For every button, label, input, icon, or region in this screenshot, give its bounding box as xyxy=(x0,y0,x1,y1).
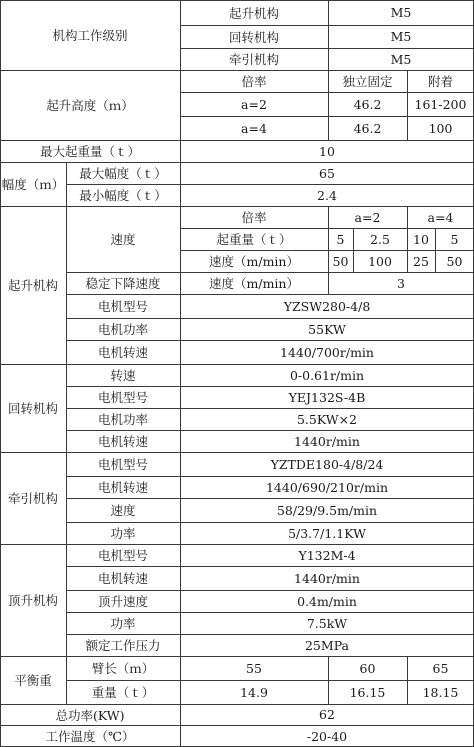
counterweight-weight-3: 18.15 xyxy=(422,684,459,700)
grid-hline xyxy=(66,272,474,273)
counterweight-weight-label: 重量（ｔ） xyxy=(91,685,155,700)
hoist-motor-speed-label: 电机转速 xyxy=(97,345,148,360)
total-power-value: 62 xyxy=(319,707,335,722)
grid-vline xyxy=(328,0,329,140)
climbing-row-5-name: 额定工作压力 xyxy=(85,638,161,653)
hoist-motor-power-label: 电机功率 xyxy=(97,322,148,337)
work-temp-value: -20-40 xyxy=(306,728,348,744)
hoist-speed-a4-2: 50 xyxy=(446,253,463,269)
trolley-row-3-value: 58/29/9.5m/min xyxy=(276,502,378,518)
hoist-motor-model-value: YZSW280-4/8 xyxy=(283,298,371,314)
counterweight-label: 平衡重 xyxy=(14,673,52,688)
hoist-load-a4-1: 10 xyxy=(413,231,429,247)
grid-vline xyxy=(0,0,1,747)
amplitude-label: 幅度（ｍ） xyxy=(1,177,65,192)
grid-hline xyxy=(66,340,474,341)
grid-hline xyxy=(0,656,474,657)
lift-height-header-attached: 附着 xyxy=(427,74,453,89)
grid-hline xyxy=(66,476,474,477)
grid-vline xyxy=(407,656,408,704)
amplitude-min-label: 最小幅度（ｔ） xyxy=(79,188,167,203)
grid-hline xyxy=(66,522,474,523)
hoist-load-a4-2: 5 xyxy=(450,231,459,247)
climbing-row-1-value: Y132M-4 xyxy=(298,547,356,563)
grid-vline xyxy=(180,0,181,747)
grid-hline xyxy=(180,92,474,93)
grid-hline xyxy=(66,680,474,681)
work-class-trolley-name: 牵引机构 xyxy=(228,52,279,67)
work-class-hoist-value: M5 xyxy=(390,5,412,20)
slewing-row-4-name: 电机转速 xyxy=(97,434,148,449)
trolley-row-2-name: 电机转速 xyxy=(97,480,148,495)
grid-hline xyxy=(66,318,474,319)
work-class-label: 机构工作级别 xyxy=(52,28,128,43)
counterweight-weight-2: 16.15 xyxy=(349,684,386,700)
trolley-label: 牵引机构 xyxy=(7,491,58,506)
grid-hline xyxy=(66,590,474,591)
counterweight-arm-2: 60 xyxy=(359,660,376,676)
hoist-speed-a2-2: 100 xyxy=(368,253,392,269)
grid-hline xyxy=(0,452,474,453)
slewing-label: 回转机构 xyxy=(7,401,58,416)
lift-height-fixed-a4: 46.2 xyxy=(353,120,382,136)
counterweight-arm-label: 臂长（ｍ） xyxy=(91,661,155,676)
grid-hline xyxy=(180,48,474,49)
counterweight-arm-1: 55 xyxy=(246,660,262,676)
hoist-motor-power-value: 55KW xyxy=(308,321,346,337)
grid-hline xyxy=(0,544,474,545)
hoist-load-a2-2: 2.5 xyxy=(370,231,390,247)
max-load-label: 最大起重量（ｔ） xyxy=(39,144,140,159)
hoist-ratio-a4: a=4 xyxy=(427,209,454,225)
grid-hline xyxy=(0,162,474,163)
slewing-row-3-value: 5.5KW×2 xyxy=(296,411,358,427)
slewing-row-3-name: 电机功率 xyxy=(97,412,148,427)
slewing-row-1-name: 转速 xyxy=(110,368,136,383)
grid-hline xyxy=(66,184,474,185)
grid-hline xyxy=(180,228,474,229)
climbing-row-1-name: 电机型号 xyxy=(97,548,148,563)
work-class-trolley-value: M5 xyxy=(390,51,412,67)
hoist-ratio-a2: a=2 xyxy=(354,209,381,225)
amplitude-min-value: 2.4 xyxy=(317,187,337,203)
amplitude-max-value: 65 xyxy=(319,165,335,181)
grid-vline xyxy=(328,206,329,294)
trolley-row-4-value: 5/3.7/1.1KW xyxy=(288,525,366,541)
climbing-row-5-value: 25MPa xyxy=(304,637,349,653)
hoist-speed-a4-1: 25 xyxy=(413,253,429,269)
grid-hline xyxy=(66,408,474,409)
grid-hline xyxy=(66,386,474,387)
slewing-row-2-name: 电机型号 xyxy=(97,390,148,405)
lift-height-header-ratio: 倍率 xyxy=(241,74,267,89)
grid-hline xyxy=(66,294,474,295)
slewing-row-1-value: 0-0.61r/min xyxy=(289,367,365,383)
hoist-speed-unit-label: 速度（m/min） xyxy=(209,254,299,269)
lift-height-label: 起升高度（ｍ） xyxy=(46,98,134,113)
grid-hline xyxy=(180,25,474,26)
counterweight-weight-1: 14.9 xyxy=(240,684,268,700)
grid-hline xyxy=(66,430,474,431)
trolley-row-1-value: YZTDE180-4/8/24 xyxy=(270,456,384,472)
max-load-value: 10 xyxy=(319,143,335,159)
lift-height-header-fixed: 独立固定 xyxy=(342,74,393,89)
grid-hline xyxy=(66,566,474,567)
lift-height-ratio-a2: a=2 xyxy=(241,96,267,112)
total-power-label: 总功率(KW) xyxy=(55,707,125,723)
trolley-row-4-name: 功率 xyxy=(110,526,136,541)
hoist-speed-label: 速度 xyxy=(110,232,136,247)
lift-height-fixed-a2: 46.2 xyxy=(353,96,382,112)
slewing-row-2-value: YEJ132S-4B xyxy=(288,389,366,405)
grid-hline xyxy=(0,0,474,1)
hoist-descent-value: 3 xyxy=(397,275,405,291)
work-class-hoist-name: 起升机构 xyxy=(228,5,279,21)
climbing-row-3-name: 顶升速度 xyxy=(97,594,148,609)
counterweight-arm-3: 65 xyxy=(432,660,449,676)
hoist-label: 起升机构 xyxy=(7,278,58,293)
grid-vline xyxy=(328,656,329,704)
grid-hline xyxy=(180,116,474,117)
grid-hline xyxy=(66,612,474,613)
hoist-descent-unit-label: 速度（m/min） xyxy=(209,276,299,291)
trolley-row-3-name: 速度 xyxy=(110,503,136,518)
hoist-descent-label: 稳定下降速度 xyxy=(85,276,161,291)
grid-hline xyxy=(180,250,474,251)
amplitude-max-label: 最大幅度（ｔ） xyxy=(79,166,167,181)
work-class-slewing-value: M5 xyxy=(390,29,412,44)
grid-hline xyxy=(66,634,474,635)
trolley-row-1-name: 电机型号 xyxy=(97,457,148,472)
lift-height-attached-a4: 100 xyxy=(428,120,453,136)
grid-hline xyxy=(0,206,474,207)
slewing-row-4-value: 1440r/min xyxy=(294,433,360,449)
hoist-load-a2-1: 5 xyxy=(336,231,345,247)
trolley-row-2-value: 1440/690/210r/min xyxy=(265,479,389,495)
hoist-motor-model-label: 电机型号 xyxy=(97,299,148,314)
hoist-ratio-label: 倍率 xyxy=(241,210,267,225)
grid-hline xyxy=(0,704,474,705)
grid-vline xyxy=(66,206,67,704)
climbing-label: 顶升机构 xyxy=(7,593,58,608)
hoist-speed-a2-1: 50 xyxy=(332,253,349,269)
grid-vline xyxy=(353,228,354,272)
work-temp-label: 工作温度（℃） xyxy=(45,729,135,744)
grid-hline xyxy=(0,70,474,71)
hoist-load-label: 起重量（ｔ） xyxy=(216,232,292,247)
grid-hline xyxy=(0,364,474,365)
climbing-row-2-name: 电机转速 xyxy=(97,571,148,586)
grid-hline xyxy=(0,725,474,726)
grid-vline xyxy=(407,206,408,272)
grid-vline xyxy=(435,228,436,272)
work-class-slewing-name: 回转机构 xyxy=(228,29,279,45)
grid-vline xyxy=(66,162,67,206)
climbing-row-3-value: 0.4m/min xyxy=(297,593,357,609)
hoist-motor-speed-value: 1440/700r/min xyxy=(280,344,374,360)
lift-height-ratio-a4: a=4 xyxy=(241,120,267,136)
climbing-row-2-value: 1440r/min xyxy=(294,570,360,586)
grid-hline xyxy=(0,140,474,141)
grid-vline xyxy=(407,70,408,140)
grid-hline xyxy=(66,498,474,499)
climbing-row-4-name: 功率 xyxy=(110,616,136,631)
climbing-row-4-value: 7.5kW xyxy=(306,615,348,631)
lift-height-attached-a2: 161-200 xyxy=(414,96,467,112)
